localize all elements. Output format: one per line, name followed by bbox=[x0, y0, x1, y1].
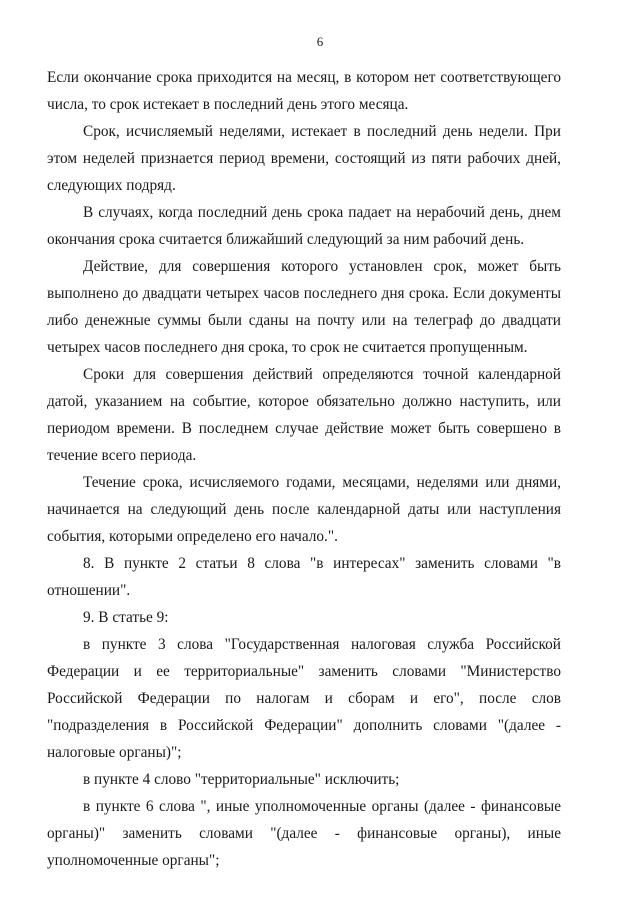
paragraph: В случаях, когда последний день срока падает на нерабочий день, днем окончания срока считается ближайший следующий за ним рабочий день. bbox=[47, 204, 561, 248]
paragraph: в пункте 4 слово "территориальные" исключить; bbox=[83, 771, 400, 788]
paragraph: в пункте 3 слова "Государственная налоговая служба Российской Федерации и ее территориальные" заменить словами "Министерство Российской Федерации по налогам и сборам и его", после слов "подразделения в Российской Федерации" дополнить словами "(далее - налоговые органы)"; bbox=[47, 636, 561, 761]
paragraph: в пункте 6 слова ", иные уполномоченные органы (далее - финансовые органы)" заменить словами "(далее - финансовые органы), иные уполномоченные органы"; bbox=[47, 798, 561, 869]
document-body bbox=[47, 64, 561, 874]
paragraph: 8. В пункте 2 статьи 8 слова "в интересах" заменить словами "в отношении". bbox=[47, 555, 561, 599]
paragraph: Сроки для совершения действий определяются точной календарной датой, указанием на событие, которое обязательно должно наступить, или периодом времени. В последнем случае действие может быть совершено в течение всего периода. bbox=[47, 366, 561, 464]
paragraph: Течение срока, исчисляемого годами, месяцами, неделями или днями, начинается на следующий день после календарной даты или наступления события, которыми определено его начало.". bbox=[47, 474, 561, 545]
page-number: 6 bbox=[316, 34, 324, 49]
paragraph: Если окончание срока приходится на месяц, в котором нет соответствующего числа, то срок истекает в последний день этого месяца. bbox=[47, 69, 561, 113]
paragraph: Срок, исчисляемый неделями, истекает в последний день недели. При этом неделей признается период времени, состоящий из пяти рабочих дней, следующих подряд. bbox=[47, 123, 561, 194]
paragraph: 9. В статье 9: bbox=[83, 609, 169, 626]
paragraph: Действие, для совершения которого установлен срок, может быть выполнено до двадцати четырех часов последнего дня срока. Если документы либо денежные суммы были сданы на почту или на телеграф до двадцати четырех часов последнего дня срока, то срок не считается пропущенным. bbox=[47, 258, 561, 356]
